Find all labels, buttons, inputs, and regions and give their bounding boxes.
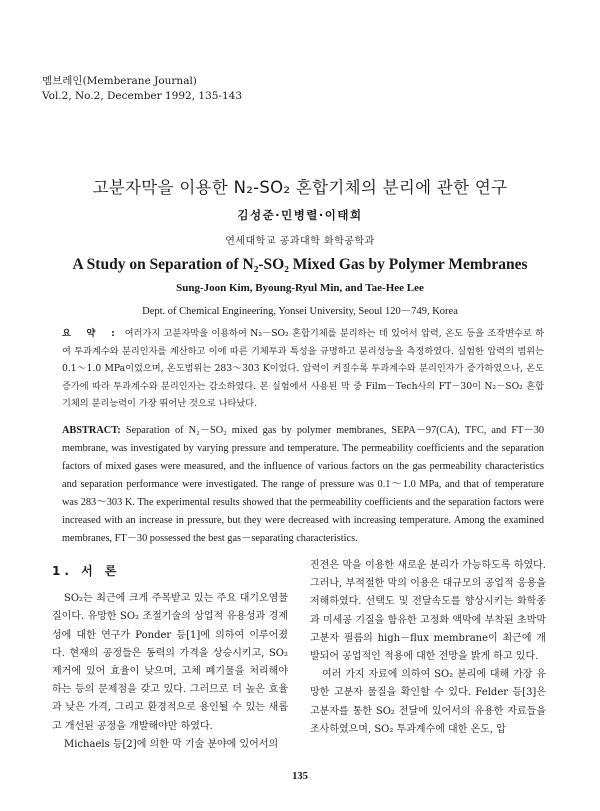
abstract-english xyxy=(62,422,544,548)
abstract-korean xyxy=(62,325,544,413)
journal-header xyxy=(42,74,242,104)
abstract-english-text: Separation of N₂－SO₂ mixed gas by polymer membranes, SEPA－97(CA), TFC, and FT－30 membrane, was investigated by varying pressure and temperature. The permeability coefficients and the separation factors of mixed gases were measured, and the influence of various factors on the gas permeability characteristics and separation performance were investigated. The range of pressure was 0.1～1.0 MPa, and that of temperature was 283～303 K. The experimental results showed that the permeability coefficients and the separation factors were increased with an increase in pressure, but they were decreased with increasing temperature. Among the examined membranes, FT－30 possessed the best gas－separating characteristics. xyxy=(62,425,544,544)
paragraph: 여러 가지 자료에 의하여 SO₂ 분리에 대해 가장 유망한 고분자 물질을 확인할 수 있다. Felder 등[3]은 고분자를 통한 SO₂ 전달에 있어서의 유용한 자료들을 조사하였으며, SO₂ 투과계수에 대한 온도, 압 xyxy=(310,669,546,735)
title-english: A Study on Separation of N₂-SO₂ Mixed Gas by Polymer Membranes xyxy=(72,256,528,273)
authors-korean: 김성준·민병렬·이태희 xyxy=(237,208,363,222)
journal-volume: Vol.2, No.2, December 1992, 135-143 xyxy=(42,90,243,102)
paragraph: SO₂는 최근에 크게 주목받고 있는 주요 대기오염물질이다. 유망한 SO₂ 조절기술의 상업적 유용성과 경제성에 대한 연구가 Ponder 등[1]에 의하여 이루어졌다. 현재의 공정들은 동력의 가격을 상승시키고, SO₂ 제거에 있어 효율이 낮으며, 고체 폐기물을 처리해야 하는 등의 문제점을 갖고 있다. 그러므로 더 높은 효율과 낮은 가격, 그리고 환경적으로 용인될 수 있는 새롭고 개선된 공정을 개발해야만 하였다. xyxy=(52,593,288,732)
abstract-korean-text: 여러가지 고분자막을 이용하여 N₂－SO₂ 혼합기체를 분리하는 데 있어서 압력, 온도 등을 조작변수로 하여 투과계수와 분리인자를 계산하고 이에 따른 기체투과 특성을 규명하고 분리성능을 측정하였다. 실험한 압력의 범위는 0.1～1.0 MPa이었으며, 온도범위는 283～303 K이었다. 압력이 커질수록 투과계수와 분리인자가 증가하였으나, 온도증가에 따라 투과계수와 분리인자는 감소하였다. 본 실험에서 사용된 막 중 Film－Tech사의 FT－30이 N₂－SO₂ 혼합기체의 분리능력이 가장 뛰어난 것으로 나타났다. xyxy=(62,328,545,409)
journal-name: 멤브레인(Memberane Journal) xyxy=(42,75,197,87)
affiliation-english: Dept. of Chemical Engineering, Yonsei University, Seoul 120－749, Korea xyxy=(142,306,458,317)
abstract-korean-label: 요 약 : xyxy=(62,328,121,339)
paragraph: Michaels 등[2]에 의한 막 기술 분야에 있어서의 xyxy=(64,738,279,750)
left-column xyxy=(52,558,288,754)
abstract-english-label: ABSTRACT: xyxy=(62,425,121,436)
section-heading: 1. 서 론 xyxy=(52,564,121,578)
affiliation-korean: 연세대학교 공과대학 화학공학과 xyxy=(225,236,375,247)
authors-english: Sung-Joon Kim, Byoung-Ryul Min, and Tae-Hee Lee xyxy=(176,282,424,294)
page-number: 135 xyxy=(292,771,308,782)
title-korean: 고분자막을 이용한 N₂-SO₂ 혼합기체의 분리에 관한 연구 xyxy=(92,178,508,197)
right-column xyxy=(310,557,546,739)
paragraph: 진전은 막을 이용한 새로운 분리가 가능하도록 하였다. 그러나, 부적절한 막의 이용은 대규모의 공업적 응용을 저해하였다. 선택도 및 전달속도를 향상시키는 화학종과 미세공 기질을 함유한 고정화 액막에 부착된 초박막 고분자 필름의 high－flux membrane이 최근에 개발되어 공업적인 적용에 대한 전망을 밝게 하고 있다. xyxy=(310,560,546,663)
